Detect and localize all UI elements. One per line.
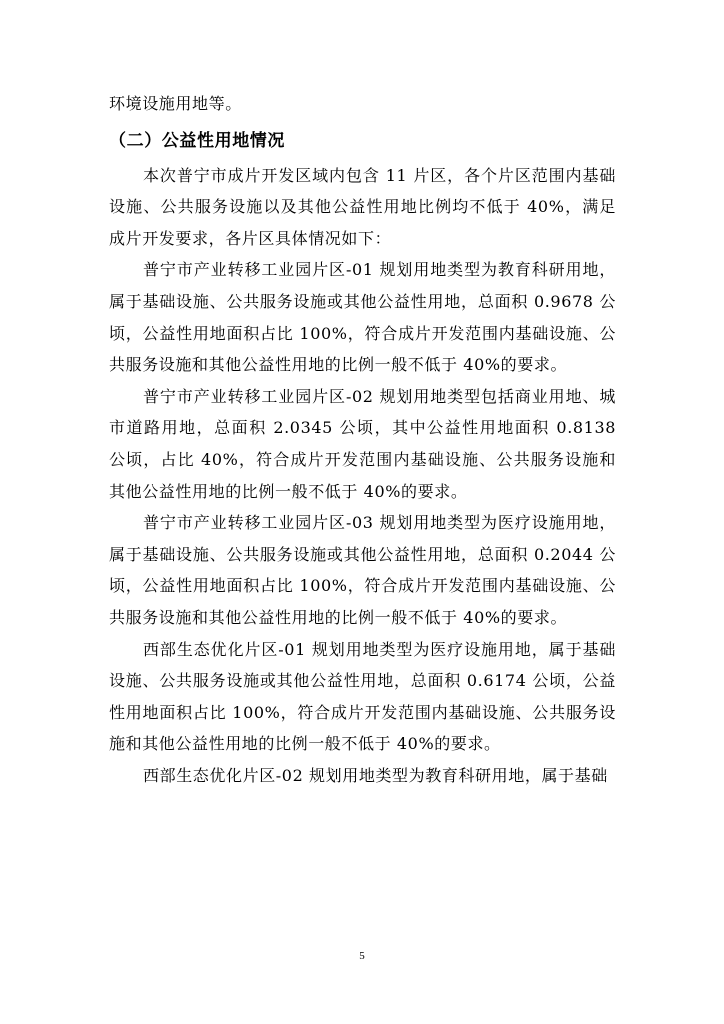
page-number: 5 (359, 950, 365, 962)
paragraph-western-eco-02: 西部生态优化片区-02 规划用地类型为教育科研用地，属于基础 (143, 765, 608, 785)
document-body (109, 88, 616, 791)
paragraph-continuation: 环境设施用地等。 (109, 94, 242, 113)
paragraph-industrial-park-03: 普宁市产业转移工业园片区-03 规划用地类型为医疗设施用地，属于基础设施、公共服务设施或其他公益性用地，总面积 0.2044 公顷，公益性用地面积占比 100%，符合成片开发范围内基础设施、公共服务设施和其他公益性用地的比例一般不低于 40%的要求。 (109, 513, 616, 627)
paragraph-western-eco-01: 西部生态优化片区-01 规划用地类型为医疗设施用地，属于基础设施、公共服务设施或其他公益性用地，总面积 0.6174 公顷，公益性用地面积占比 100%，符合成片开发范围内基础设施、公共服务设施和其他公益性用地的比例一般不低于 40%的要求。 (109, 639, 616, 754)
paragraph-industrial-park-01: 普宁市产业转移工业园片区-01 规划用地类型为教育科研用地，属于基础设施、公共服务设施或其他公益性用地，总面积 0.9678 公顷，公益性用地面积占比 100%，符合成片开发范围内基础设施、公共服务设施和其他公益性用地的比例一般不低于 40%的要求。 (109, 260, 616, 375)
section-heading: （二）公益性用地情况 (109, 130, 285, 151)
paragraph-industrial-park-02: 普宁市产业转移工业园片区-02 规划用地类型包括商业用地、城市道路用地，总面积 2.0345 公顷，其中公益性用地面积 0.8138 公顷，占比 40%，符合成片开发范围内基础设施、公共服务设施和其他公益性用地的比例一般不低于 40%的要求。 (109, 386, 616, 501)
paragraph-intro: 本次普宁市成片开发区域内包含 11 片区，各个片区范围内基础设施、公共服务设施以及其他公益性用地比例均不低于 40%，满足成片开发要求，各片区具体情况如下： (109, 165, 616, 248)
